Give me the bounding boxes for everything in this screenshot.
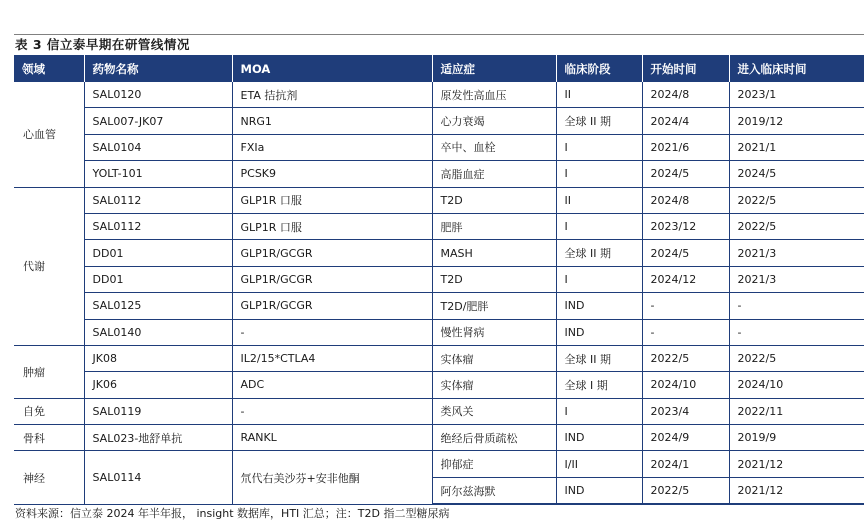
table-row [14,425,864,451]
domain-cell: 心血管 [14,82,84,187]
moa-cell: GLP1R/GCGR [232,293,432,319]
stage-cell: 全球 I 期 [556,372,642,398]
stage-cell: 全球 II 期 [556,108,642,134]
clinic-entry-cell: 2023/1 [729,82,864,108]
moa-cell: GLP1R/GCGR [232,266,432,292]
table-row [14,293,864,319]
drug-name-cell: SAL0125 [84,293,232,319]
moa-cell: PCSK9 [232,161,432,187]
table-row [14,134,864,160]
moa-cell: NRG1 [232,108,432,134]
table-row [14,108,864,134]
clinic-entry-cell: 2022/11 [729,398,864,424]
drug-name-cell: SAL007-JK07 [84,108,232,134]
stage-cell: IND [556,425,642,451]
drug-name-cell: SAL0112 [84,187,232,213]
clinic-entry-cell: 2019/12 [729,108,864,134]
indication-cell: 肥胖 [432,213,556,239]
start-time-cell: 2024/12 [642,266,729,292]
drug-name-cell: SAL0104 [84,134,232,160]
clinic-entry-cell: 2021/3 [729,266,864,292]
indication-cell: 抑郁症 [432,451,556,477]
header-indication: 适应症 [432,55,556,82]
table-row [14,319,864,345]
table-row [14,161,864,187]
header-drug-name: 药物名称 [84,55,232,82]
table-row [14,266,864,292]
indication-cell: T2D/肥胖 [432,293,556,319]
indication-cell: 心力衰竭 [432,108,556,134]
stage-cell: IND [556,319,642,345]
table-row [14,240,864,266]
moa-cell: RANKL [232,425,432,451]
domain-cell: 自免 [14,398,84,424]
start-time-cell: 2024/10 [642,372,729,398]
start-time-cell: 2024/8 [642,82,729,108]
source-note: 资料来源：信立泰 2024 年半年报， insight 数据库，HTI 汇总；注：T2D 指二型糖尿病 [15,507,450,520]
table-row [14,398,864,424]
table-title: 表 3 信立泰早期在研管线情况 [15,37,190,52]
start-time-cell: 2022/5 [642,477,729,504]
drug-name-cell: SAL0120 [84,82,232,108]
drug-name-cell: SAL0119 [84,398,232,424]
indication-cell: 实体瘤 [432,345,556,371]
clinic-entry-cell: 2022/5 [729,187,864,213]
moa-cell: - [232,319,432,345]
table-row [14,213,864,239]
clinic-entry-cell: - [729,319,864,345]
stage-cell: I [556,398,642,424]
start-time-cell: 2023/12 [642,213,729,239]
table-row [14,372,864,398]
indication-cell: 高脂血症 [432,161,556,187]
header-clinical-stage: 临床阶段 [556,55,642,82]
moa-cell: IL2/15*CTLA4 [232,345,432,371]
header-row [14,55,864,82]
stage-cell: I [556,266,642,292]
stage-cell: II [556,187,642,213]
start-time-cell: 2024/4 [642,108,729,134]
start-time-cell: - [642,319,729,345]
start-time-cell: 2024/9 [642,425,729,451]
moa-cell: ADC [232,372,432,398]
clinic-entry-cell: 2021/1 [729,134,864,160]
moa-cell: 氘代右美沙芬+安非他酮 [232,451,432,504]
stage-cell: IND [556,477,642,504]
start-time-cell: 2024/5 [642,161,729,187]
indication-cell: 绝经后骨质疏松 [432,425,556,451]
moa-cell: FXIa [232,134,432,160]
drug-name-cell: SAL023-地舒单抗 [84,425,232,451]
start-time-cell: 2024/8 [642,187,729,213]
stage-cell: 全球 II 期 [556,240,642,266]
clinic-entry-cell: 2024/10 [729,372,864,398]
clinic-entry-cell: 2022/5 [729,345,864,371]
table-row [14,345,864,371]
header-start-time: 开始时间 [642,55,729,82]
indication-cell: 原发性高血压 [432,82,556,108]
moa-cell: GLP1R 口服 [232,187,432,213]
table-row [14,187,864,213]
indication-cell: T2D [432,266,556,292]
header-moa: MOA [232,55,432,82]
drug-name-cell: YOLT-101 [84,161,232,187]
start-time-cell: 2024/1 [642,451,729,477]
clinic-entry-cell: 2021/12 [729,477,864,504]
start-time-cell: 2021/6 [642,134,729,160]
drug-name-cell: DD01 [84,240,232,266]
stage-cell: I [556,161,642,187]
moa-cell: - [232,398,432,424]
stage-cell: IND [556,293,642,319]
drug-name-cell: JK06 [84,372,232,398]
clinic-entry-cell: 2021/12 [729,451,864,477]
pipeline-table [14,55,864,505]
indication-cell: 阿尔兹海默 [432,477,556,504]
drug-name-cell: SAL0112 [84,213,232,239]
table-row [14,451,864,477]
table-row [14,82,864,108]
stage-cell: II [556,82,642,108]
indication-cell: 类风关 [432,398,556,424]
clinic-entry-cell: 2022/5 [729,213,864,239]
indication-cell: T2D [432,187,556,213]
moa-cell: GLP1R/GCGR [232,240,432,266]
header-domain: 领域 [14,55,84,82]
stage-cell: I/II [556,451,642,477]
moa-cell: ETA 拮抗剂 [232,82,432,108]
start-time-cell: 2023/4 [642,398,729,424]
start-time-cell: 2024/5 [642,240,729,266]
domain-cell: 代谢 [14,187,84,345]
start-time-cell: 2022/5 [642,345,729,371]
start-time-cell: - [642,293,729,319]
drug-name-cell: SAL0114 [84,451,232,504]
stage-cell: I [556,134,642,160]
domain-cell: 神经 [14,451,84,504]
clinic-entry-cell: 2021/3 [729,240,864,266]
indication-cell: 实体瘤 [432,372,556,398]
clinic-entry-cell: 2019/9 [729,425,864,451]
clinic-entry-cell: - [729,293,864,319]
indication-cell: MASH [432,240,556,266]
indication-cell: 慢性肾病 [432,319,556,345]
header-clinic-entry-time: 进入临床时间 [729,55,864,82]
moa-cell: GLP1R 口服 [232,213,432,239]
table-body [14,82,864,504]
clinic-entry-cell: 2024/5 [729,161,864,187]
indication-cell: 卒中、血栓 [432,134,556,160]
drug-name-cell: JK08 [84,345,232,371]
drug-name-cell: DD01 [84,266,232,292]
stage-cell: I [556,213,642,239]
domain-cell: 肿瘤 [14,345,84,398]
title-rule [14,34,864,35]
drug-name-cell: SAL0140 [84,319,232,345]
domain-cell: 骨科 [14,425,84,451]
stage-cell: 全球 II 期 [556,345,642,371]
